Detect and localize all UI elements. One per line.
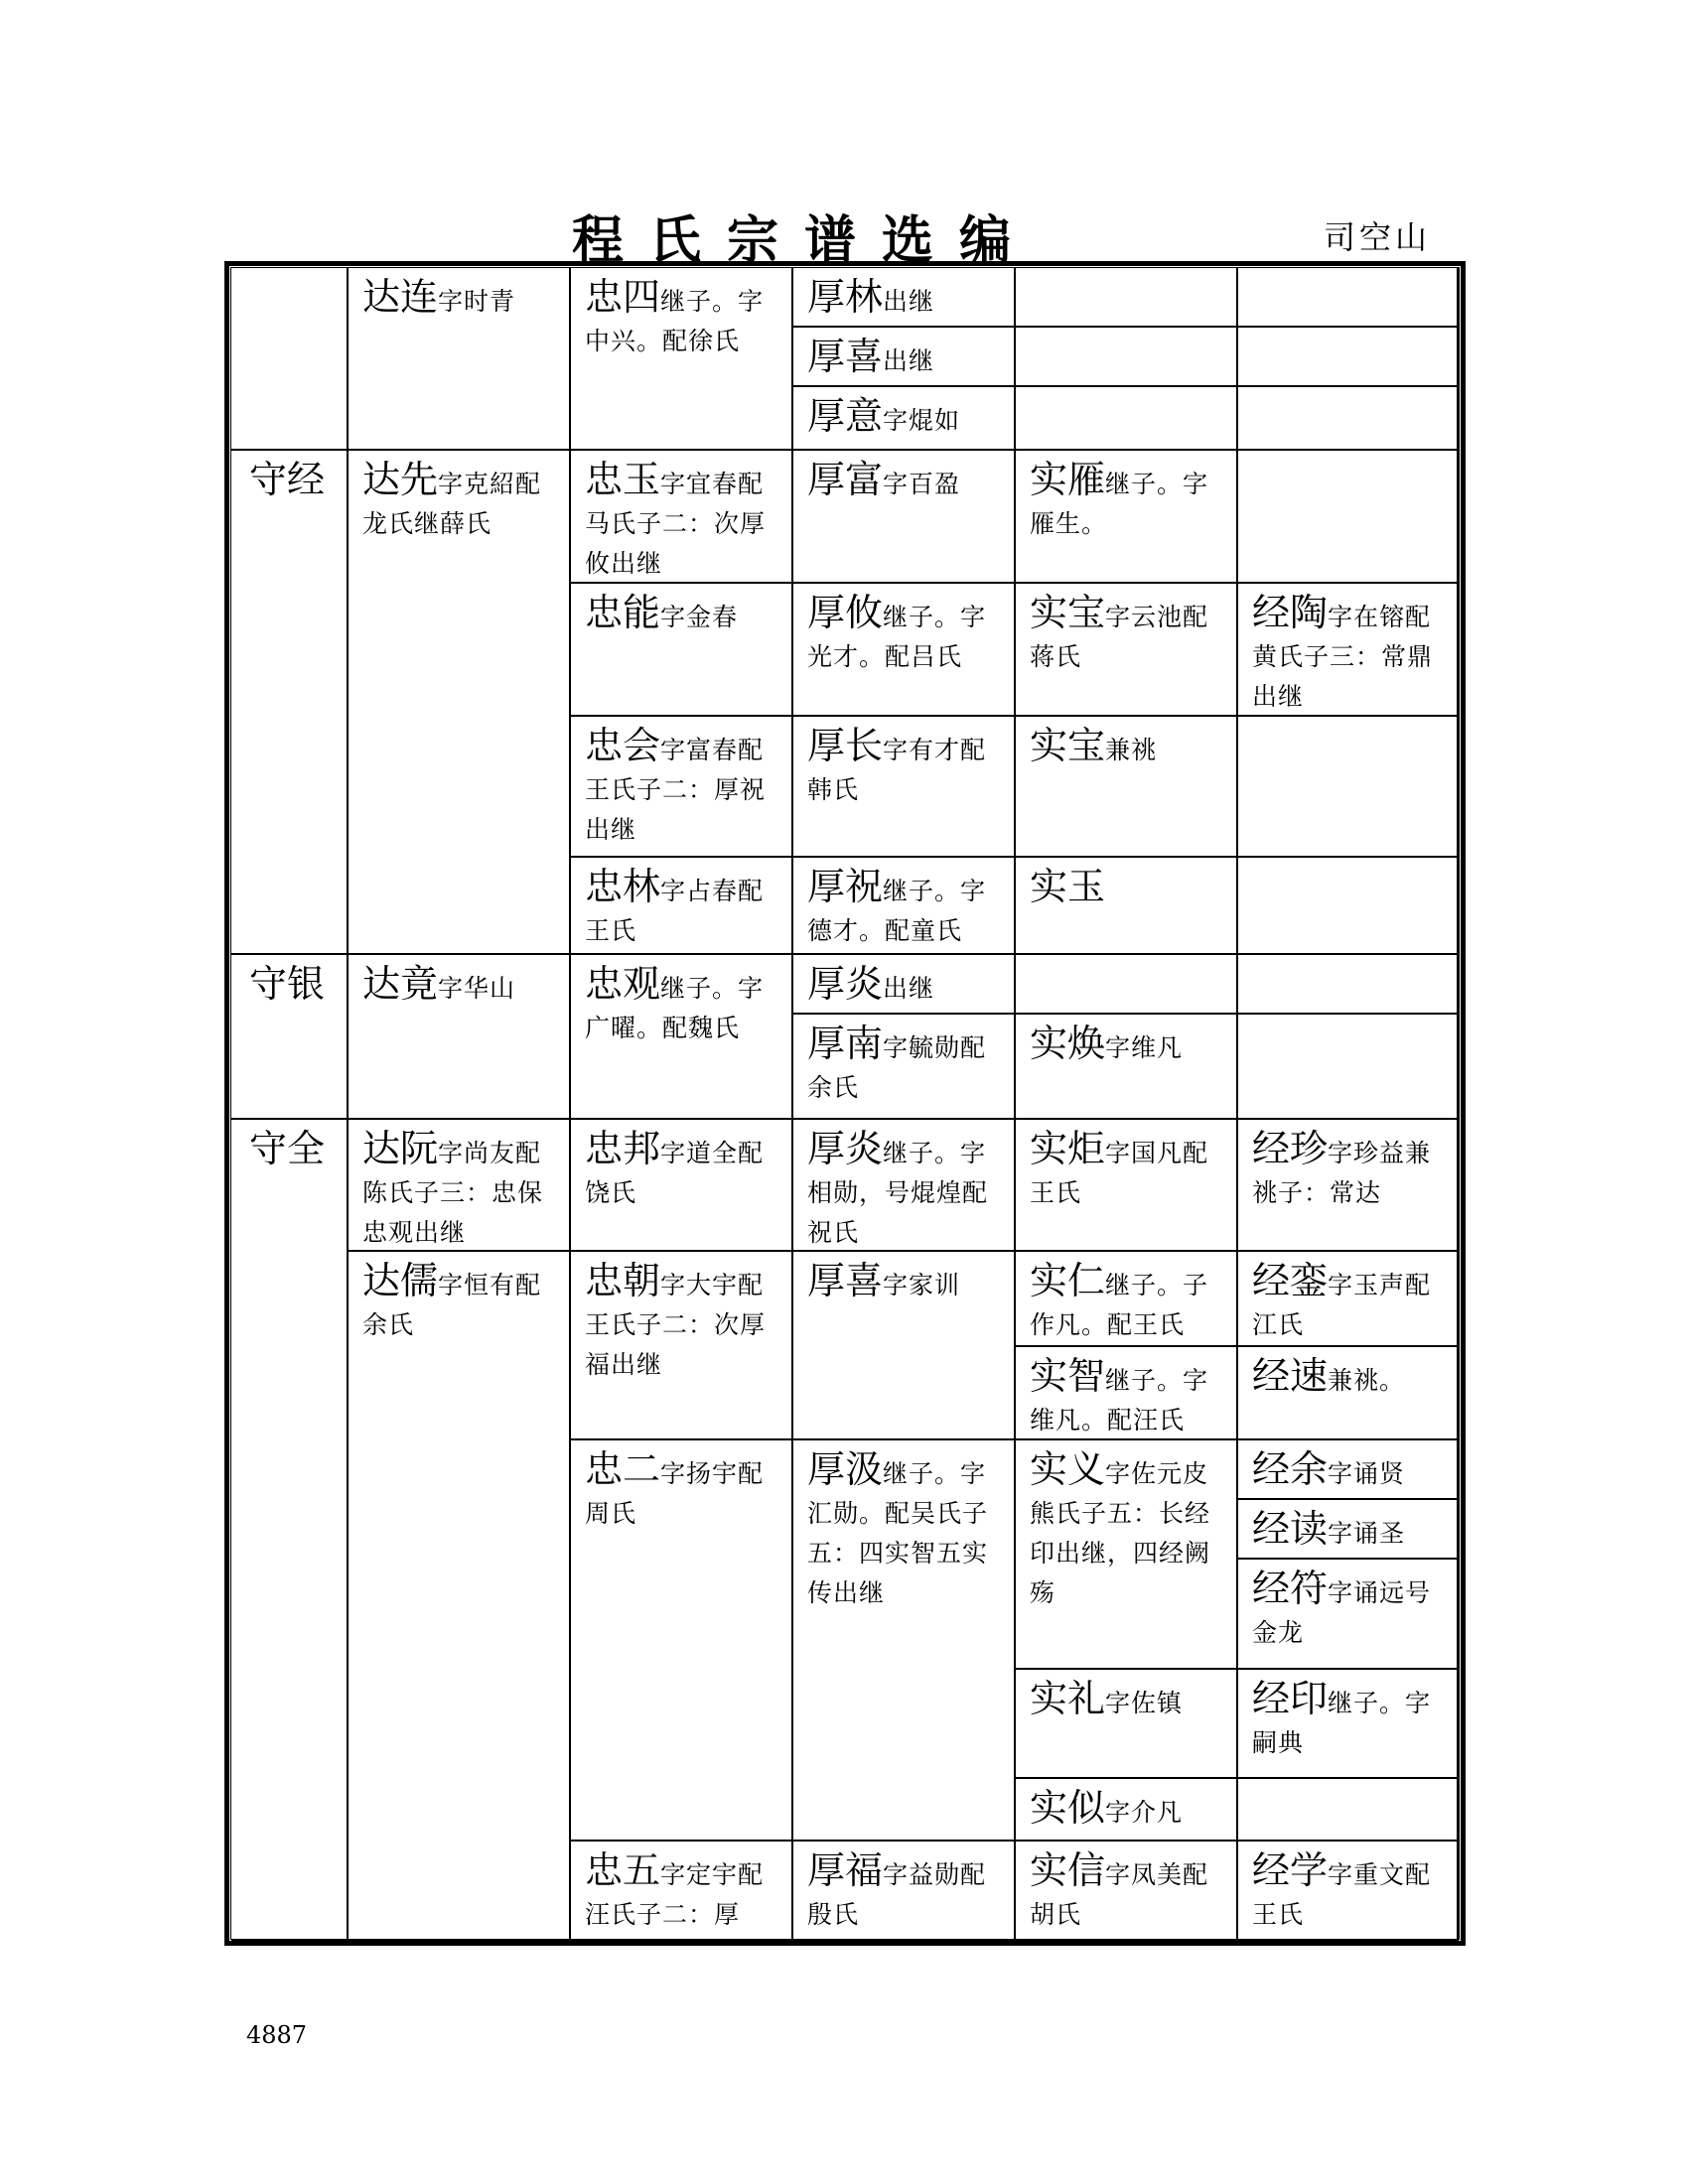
place-name: 司空山 (1324, 218, 1432, 256)
person-name: 实宝 (1030, 724, 1106, 767)
person-cell (1016, 1670, 1238, 1779)
person-name: 忠会 (585, 724, 661, 767)
person-cell (1238, 584, 1459, 717)
person-name: 忠四 (585, 275, 661, 319)
person-note: 字维凡 (1105, 1033, 1184, 1062)
person-cell (349, 1252, 571, 1941)
person-note: 字金春 (660, 603, 739, 631)
person-name: 忠朝 (585, 1259, 661, 1302)
person-cell (349, 268, 571, 451)
person-note: 字玉声配江氏 (1252, 1271, 1432, 1339)
person-note: 字毓勋配余氏 (807, 1033, 987, 1102)
person-name: 忠二 (585, 1447, 661, 1491)
person-name: 厚南 (807, 1022, 884, 1065)
person-name: 经珍 (1252, 1127, 1329, 1170)
person-cell (1238, 1120, 1459, 1252)
person-note: 继子。字广曜。配魏氏 (585, 974, 765, 1042)
person-note: 字道全配饶氏 (585, 1139, 765, 1207)
person-note: 出继 (883, 287, 935, 316)
person-name: 忠能 (585, 591, 661, 634)
page-title: 程氏宗谱选编 (572, 210, 1038, 271)
person-name: 经符 (1252, 1567, 1329, 1610)
empty-cell (1016, 268, 1238, 328)
person-name: 实似 (1030, 1786, 1106, 1830)
person-name: 厚汲 (807, 1447, 884, 1491)
empty-cell (1238, 955, 1459, 1015)
person-note: 字宜春配马氏子二：次厚攸出继 (585, 470, 767, 578)
person-cell (571, 717, 793, 858)
person-note: 字尚友配陈氏子三：忠保忠观出继 (362, 1139, 544, 1247)
person-cell (571, 858, 793, 955)
person-cell (1238, 1440, 1459, 1500)
person-cell (1238, 1252, 1459, 1347)
generation-name: 守全 (249, 1127, 326, 1170)
person-name: 厚攸 (807, 591, 884, 634)
person-note: 继子。字维凡。配汪氏 (1030, 1366, 1209, 1434)
generation-cell (231, 955, 349, 1120)
person-name: 经余 (1252, 1447, 1329, 1491)
person-cell (571, 451, 793, 584)
empty-cell (1238, 717, 1459, 858)
empty-cell (1238, 451, 1459, 584)
person-name: 厚炎 (807, 962, 884, 1006)
person-note: 继子。字德才。配童氏 (807, 877, 987, 945)
person-note: 出继 (883, 974, 935, 1003)
person-cell (793, 955, 1016, 1015)
person-note: 字定宇配汪氏子二：厚 (585, 1860, 765, 1929)
person-name: 实炬 (1030, 1127, 1106, 1170)
person-note: 兼祧 (1105, 736, 1158, 764)
person-note: 字益勋配殷氏 (807, 1860, 987, 1929)
person-note: 字家训 (883, 1271, 961, 1299)
person-note: 继子。字雁生。 (1030, 470, 1209, 538)
person-cell (1016, 1842, 1238, 1941)
person-cell (793, 387, 1016, 451)
person-cell (793, 1842, 1016, 1941)
person-name: 实雁 (1030, 458, 1106, 501)
person-note: 字诵圣 (1328, 1519, 1406, 1548)
person-name: 实焕 (1030, 1022, 1106, 1065)
person-name: 厚喜 (807, 1259, 884, 1302)
person-cell (1016, 1440, 1238, 1670)
person-note: 字扬宇配周氏 (585, 1459, 765, 1528)
empty-cell (1238, 1015, 1459, 1120)
person-cell (1016, 717, 1238, 858)
person-cell (1016, 584, 1238, 717)
person-cell (793, 328, 1016, 387)
person-cell (571, 584, 793, 717)
person-cell (793, 1440, 1016, 1842)
person-name: 经速 (1252, 1354, 1329, 1398)
person-name: 实义 (1030, 1447, 1106, 1491)
person-cell (571, 955, 793, 1120)
person-name: 忠玉 (585, 458, 661, 501)
empty-cell (1016, 387, 1238, 451)
person-name: 达先 (362, 458, 439, 501)
generation-cell (231, 268, 349, 451)
person-cell (793, 584, 1016, 717)
person-cell (1238, 1560, 1459, 1670)
genealogy-table (230, 267, 1460, 1940)
person-name: 厚炎 (807, 1127, 884, 1170)
page-number: 4887 (246, 2021, 308, 2049)
person-name: 达竟 (362, 962, 439, 1006)
person-name: 达阮 (362, 1127, 439, 1170)
person-note: 继子。字相勋，号焜煌配祝氏 (807, 1139, 989, 1247)
person-name: 经銮 (1252, 1259, 1329, 1302)
person-name: 厚富 (807, 458, 884, 501)
person-cell (1238, 1347, 1459, 1440)
empty-cell (1238, 1779, 1459, 1842)
person-name: 实信 (1030, 1848, 1106, 1892)
person-note: 字佐元皮熊氏子五：长经印出继，四经阙殇 (1030, 1459, 1211, 1607)
person-name: 实礼 (1030, 1677, 1106, 1720)
person-name: 忠林 (585, 865, 661, 908)
person-cell (793, 717, 1016, 858)
person-note: 字重文配王氏 (1252, 1860, 1432, 1929)
person-cell (1238, 1500, 1459, 1560)
person-name: 经读 (1252, 1507, 1329, 1551)
person-note: 继子。字汇勋。配吴氏子五：四实智五实传出继 (807, 1459, 989, 1607)
person-note: 继子。字嗣典 (1252, 1689, 1432, 1757)
person-cell (1016, 1779, 1238, 1842)
person-name: 忠观 (585, 962, 661, 1006)
person-note: 字介凡 (1105, 1798, 1184, 1827)
person-cell (793, 1252, 1016, 1440)
person-cell (571, 268, 793, 451)
person-note: 字佐镇 (1105, 1689, 1184, 1717)
person-note: 字诵贤 (1328, 1459, 1406, 1488)
person-note: 字大宇配王氏子二：次厚福出继 (585, 1271, 767, 1379)
person-cell (1016, 1252, 1238, 1347)
person-name: 经印 (1252, 1677, 1329, 1720)
generation-cell (231, 1120, 349, 1941)
person-note: 字在镕配黄氏子三：常鼎出继 (1252, 603, 1434, 711)
person-cell (793, 1015, 1016, 1120)
person-note: 继子。子作凡。配王氏 (1030, 1271, 1209, 1339)
person-cell (571, 1842, 793, 1941)
empty-cell (1238, 268, 1459, 328)
person-name: 厚祝 (807, 865, 884, 908)
person-note: 继子。字中兴。配徐氏 (585, 287, 765, 355)
person-note: 兼祧。 (1328, 1366, 1406, 1395)
person-note: 出继 (883, 346, 935, 375)
person-cell (1238, 1842, 1459, 1941)
person-name: 实宝 (1030, 591, 1106, 634)
person-note: 字华山 (438, 974, 516, 1003)
person-note: 字珍益兼祧子：常达 (1252, 1139, 1432, 1207)
person-note: 字时青 (438, 287, 516, 316)
empty-cell (1016, 328, 1238, 387)
person-name: 实智 (1030, 1354, 1106, 1398)
person-cell (349, 955, 571, 1120)
person-note: 字富春配王氏子二：厚祝出继 (585, 736, 767, 844)
person-cell (1016, 1120, 1238, 1252)
person-cell (349, 451, 571, 955)
person-name: 达儒 (362, 1259, 439, 1302)
person-name: 厚意 (807, 394, 884, 438)
empty-cell (1238, 328, 1459, 387)
generation-cell (231, 451, 349, 955)
person-name: 厚长 (807, 724, 884, 767)
person-name: 达连 (362, 275, 439, 319)
person-note: 字百盈 (883, 470, 961, 498)
person-note: 字国凡配王氏 (1030, 1139, 1209, 1207)
person-cell (1016, 858, 1238, 955)
person-cell (793, 858, 1016, 955)
person-name: 经陶 (1252, 591, 1329, 634)
person-cell (1016, 1015, 1238, 1120)
empty-cell (1016, 955, 1238, 1015)
person-name: 厚林 (807, 275, 884, 319)
person-note: 字恒有配余氏 (362, 1271, 542, 1339)
person-name: 忠五 (585, 1848, 661, 1892)
person-note: 字云池配蒋氏 (1030, 603, 1209, 671)
person-cell (571, 1440, 793, 1842)
person-note: 字有才配韩氏 (807, 736, 987, 804)
person-name: 忠邦 (585, 1127, 661, 1170)
person-cell (793, 1120, 1016, 1252)
person-name: 实玉 (1030, 865, 1106, 908)
person-cell (793, 268, 1016, 328)
person-name: 厚喜 (807, 335, 884, 378)
person-cell (1016, 1347, 1238, 1440)
person-cell (571, 1120, 793, 1252)
person-name: 实仁 (1030, 1259, 1106, 1302)
person-cell (349, 1120, 571, 1252)
person-cell (793, 451, 1016, 584)
generation-name: 守银 (249, 962, 326, 1006)
person-cell (571, 1252, 793, 1440)
person-note: 字凤美配胡氏 (1030, 1860, 1209, 1929)
person-note: 字克紹配龙氏继薛氏 (362, 470, 542, 538)
person-cell (1016, 451, 1238, 584)
person-name: 经学 (1252, 1848, 1329, 1892)
generation-name: 守经 (249, 458, 326, 501)
person-cell (1238, 1670, 1459, 1779)
person-note: 字诵远号金龙 (1252, 1578, 1432, 1647)
empty-cell (1238, 858, 1459, 955)
empty-cell (1238, 387, 1459, 451)
person-note: 字占春配王氏 (585, 877, 765, 945)
person-note: 字焜如 (883, 406, 961, 435)
person-note: 继子。字光才。配吕氏 (807, 603, 987, 671)
person-name: 厚福 (807, 1848, 884, 1892)
